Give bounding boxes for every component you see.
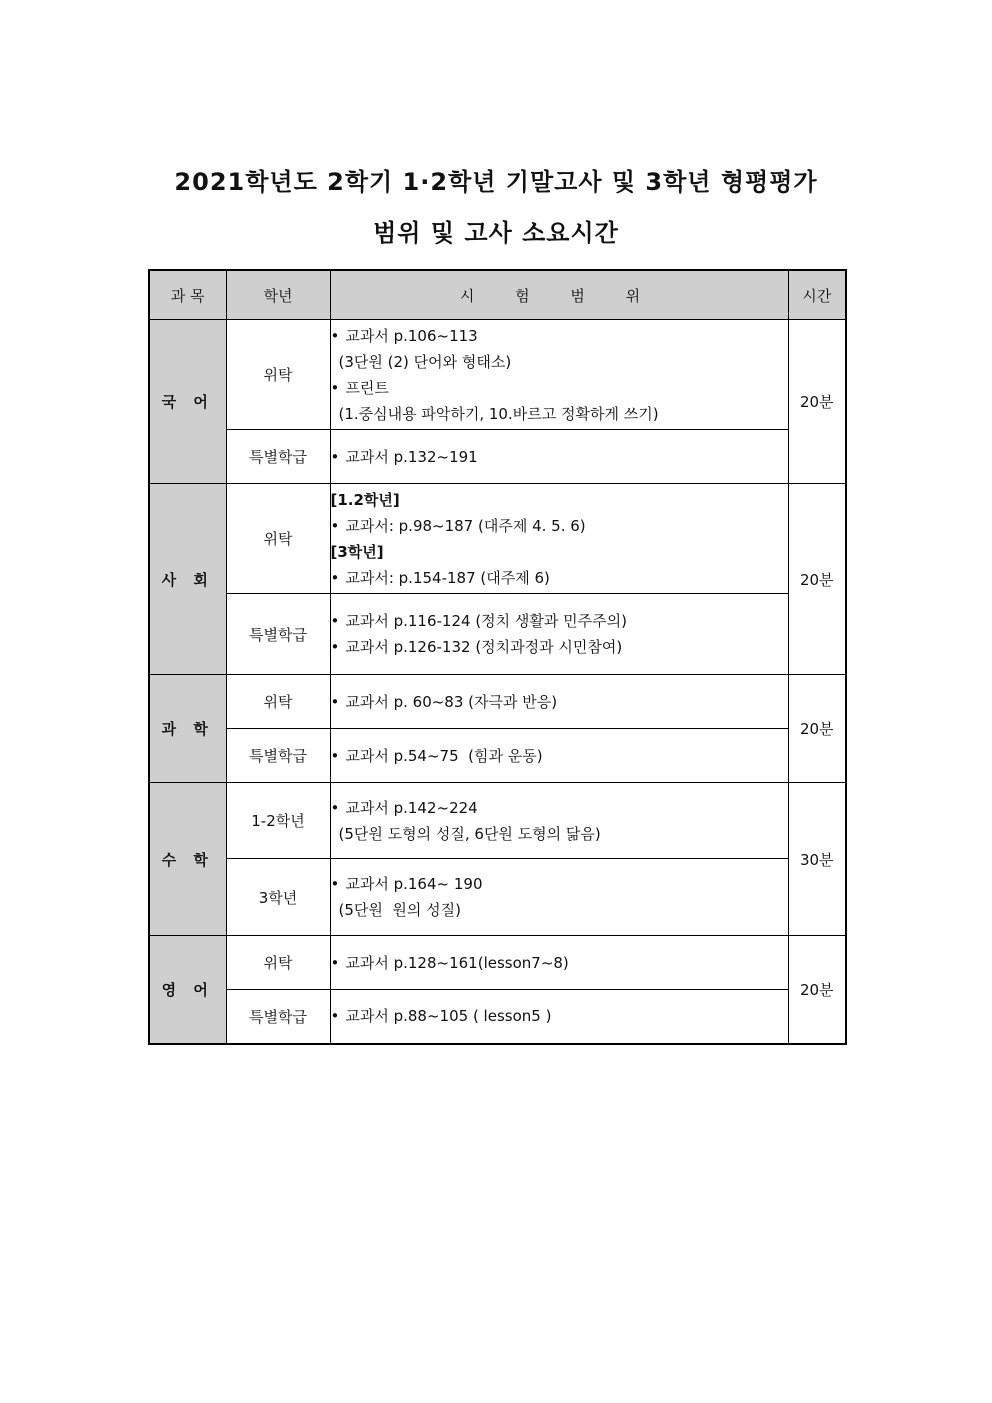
- grade-cell: 특별학급: [226, 990, 330, 1044]
- subject-science: 과 학: [149, 675, 226, 783]
- range-line: • 교과서 p.106~113: [331, 323, 788, 349]
- grade-cell: 1-2학년: [226, 783, 330, 859]
- header-subject: 과 목: [149, 270, 226, 320]
- range-line: (5단원 원의 성질): [338, 901, 461, 919]
- exam-range-table: [148, 269, 847, 1045]
- range-cell: [330, 783, 788, 859]
- table-header-row: [149, 270, 846, 320]
- header-range: 시 험 범 위: [330, 270, 788, 320]
- subject-korean: 국 어: [149, 320, 226, 484]
- table-row: [149, 594, 846, 675]
- table-row: [149, 430, 846, 484]
- grade-cell: 위탁: [226, 320, 330, 430]
- range-cell: [330, 990, 788, 1044]
- range-cell: [330, 594, 788, 675]
- table-row: [149, 783, 846, 859]
- grade-cell: 위탁: [226, 936, 330, 990]
- range-line: • 교과서 p.88~105 ( lesson5 ): [331, 1003, 788, 1029]
- table-row: [149, 859, 846, 936]
- range-line: [3학년]: [330, 542, 384, 561]
- range-cell: [330, 320, 788, 430]
- grade-cell: 위탁: [226, 484, 330, 594]
- range-cell: [330, 936, 788, 990]
- grade-cell: 특별학급: [226, 729, 330, 783]
- document-subtitle: 범위 및 고사 소요시간: [373, 219, 619, 247]
- range-cell: [330, 675, 788, 729]
- grade-cell: 위탁: [226, 675, 330, 729]
- range-line: • 교과서 p.128~161(lesson7~8): [331, 950, 788, 976]
- time-cell: 20분: [788, 675, 846, 783]
- range-line: • 교과서: p.154-187 (대주제 6): [331, 565, 788, 591]
- range-line: • 교과서 p.54~75 (힘과 운동): [331, 743, 788, 769]
- range-cell: [330, 859, 788, 936]
- range-line: • 교과서 p.126-132 (정치과정과 시민참여): [331, 634, 788, 660]
- range-line: (1.중심내용 파악하기, 10.바르고 정확하게 쓰기): [338, 404, 659, 423]
- table-row: [149, 990, 846, 1044]
- subject-math: 수 학: [149, 783, 226, 936]
- range-cell: [330, 729, 788, 783]
- range-cell: [330, 430, 788, 484]
- range-line: • 교과서 p. 60~83 (자극과 반응): [331, 689, 788, 715]
- grade-cell: 특별학급: [226, 430, 330, 484]
- subject-english: 영 어: [149, 936, 226, 1044]
- range-line: • 교과서 p.132~191: [331, 444, 788, 470]
- range-cell: [330, 484, 788, 594]
- range-line: • 교과서 p.142~224: [331, 795, 788, 821]
- table-row: [149, 729, 846, 783]
- range-line: (5단원 도형의 성질, 6단원 도형의 닮음): [338, 824, 601, 843]
- header-grade: 학년: [226, 270, 330, 320]
- time-cell: 20분: [788, 320, 846, 484]
- range-line: [1.2학년]: [330, 490, 400, 509]
- time-cell: 30분: [788, 783, 846, 936]
- subject-social: 사 회: [149, 484, 226, 675]
- time-cell: 20분: [788, 484, 846, 675]
- range-line: (3단원 (2) 단어와 형태소): [338, 352, 512, 371]
- range-line: • 교과서: p.98~187 (대주제 4. 5. 6): [331, 513, 788, 539]
- table-row: [149, 484, 846, 594]
- grade-cell: 3학년: [226, 859, 330, 936]
- document-title: 2021학년도 2학기 1·2학년 기말고사 및 3학년 형평평가: [174, 168, 818, 196]
- range-line: • 교과서 p.116-124 (정치 생활과 민주주의): [331, 608, 788, 634]
- table-row: [149, 320, 846, 430]
- range-line: • 프린트: [331, 375, 788, 401]
- table-row: [149, 936, 846, 990]
- time-cell: 20분: [788, 936, 846, 1044]
- range-line: • 교과서 p.164~ 190: [331, 871, 788, 897]
- grade-cell: 특별학급: [226, 594, 330, 675]
- header-time: 시간: [788, 270, 846, 320]
- table-row: [149, 675, 846, 729]
